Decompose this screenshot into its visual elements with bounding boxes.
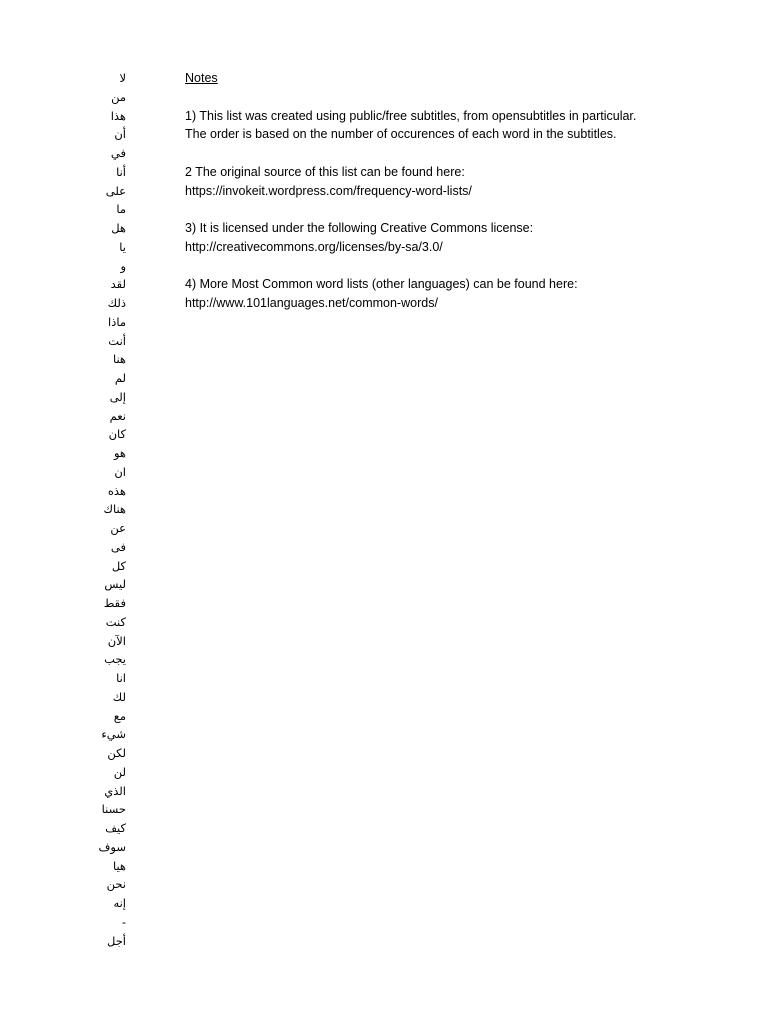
word-list-item: لم (114, 371, 126, 385)
word-list-item: حسنا (101, 802, 126, 817)
word-list-item: سوف (98, 839, 126, 854)
note-1 (185, 107, 705, 145)
word-list-item: كنت (105, 614, 126, 629)
word-list-item: مع (113, 708, 126, 723)
word-list-item: كيف (105, 821, 126, 835)
word-list-item: ان (114, 464, 126, 479)
word-list (60, 69, 126, 950)
note-text: 3) It is licensed under the following Creative Commons license: (185, 221, 534, 235)
word-list-item: هيا (112, 858, 126, 873)
word-list-item: - (121, 914, 126, 929)
note-text: 1) This list was created using public/free subtitles, from opensubtitles in particular. (185, 108, 637, 123)
note-text: 2 The original source of this list can be found here: (185, 164, 465, 179)
word-list-item: فقط (103, 596, 126, 610)
note-4 (185, 275, 705, 313)
word-list-item: هذا (110, 108, 126, 123)
word-list-item: ذلك (107, 296, 126, 310)
word-list-item: لا (119, 71, 126, 85)
word-list-item: يجب (104, 652, 126, 667)
notes-section (185, 69, 705, 313)
word-list-item: أنا (116, 164, 126, 179)
word-list-item: ماذا (108, 314, 126, 329)
note-link: https://invokeit.wordpress.com/frequency-word-lists/ (185, 183, 472, 198)
word-list-item: فى (110, 539, 126, 554)
note-link: http://www.101languages.net/common-words/ (185, 296, 438, 310)
word-list-item: و (120, 258, 126, 273)
word-list-item: كان (108, 427, 126, 442)
note-link: http://creativecommons.org/licenses/by-sa/3.0/ (185, 239, 443, 254)
note-2 (185, 163, 705, 201)
word-list-item: على (105, 183, 126, 198)
word-list-item: هنا (112, 352, 126, 367)
word-list-item: انا (116, 671, 126, 685)
note-3 (185, 219, 705, 257)
word-list-item: نعم (109, 408, 126, 423)
word-list-item: إنه (113, 896, 126, 910)
word-list-item: نحن (106, 877, 126, 892)
word-list-item: هناك (103, 502, 126, 517)
word-list-item: أنت (108, 333, 126, 348)
word-list-item: لن (113, 764, 126, 779)
word-list-item: عن (110, 521, 126, 535)
word-list-item: لقد (110, 277, 126, 292)
word-list-item: هل (111, 221, 126, 235)
notes-title: Notes (185, 71, 218, 85)
word-list-item: من (111, 89, 126, 104)
word-list-item: هو (113, 446, 126, 460)
word-list-item: الذي (104, 783, 126, 798)
word-list-item: كل (111, 558, 126, 573)
word-list-item: هذه (107, 483, 126, 498)
word-list-item: أجل (106, 933, 126, 948)
word-list-item: لكن (107, 746, 126, 760)
word-list-item: يا (119, 239, 126, 254)
word-list-item: لك (112, 689, 126, 704)
word-list-item: الآن (107, 633, 126, 648)
note-text: The order is based on the number of occurences of each word in the subtitles. (185, 127, 617, 142)
word-list-item: ما (116, 202, 126, 217)
word-list-item: في (110, 146, 126, 160)
word-list-item: ليس (104, 577, 126, 592)
note-text: 4) More Most Common word lists (other languages) can be found here: (185, 277, 578, 292)
word-list-item: شيء (101, 727, 126, 742)
word-list-item: إلى (109, 389, 126, 404)
word-list-item: أن (114, 127, 126, 142)
